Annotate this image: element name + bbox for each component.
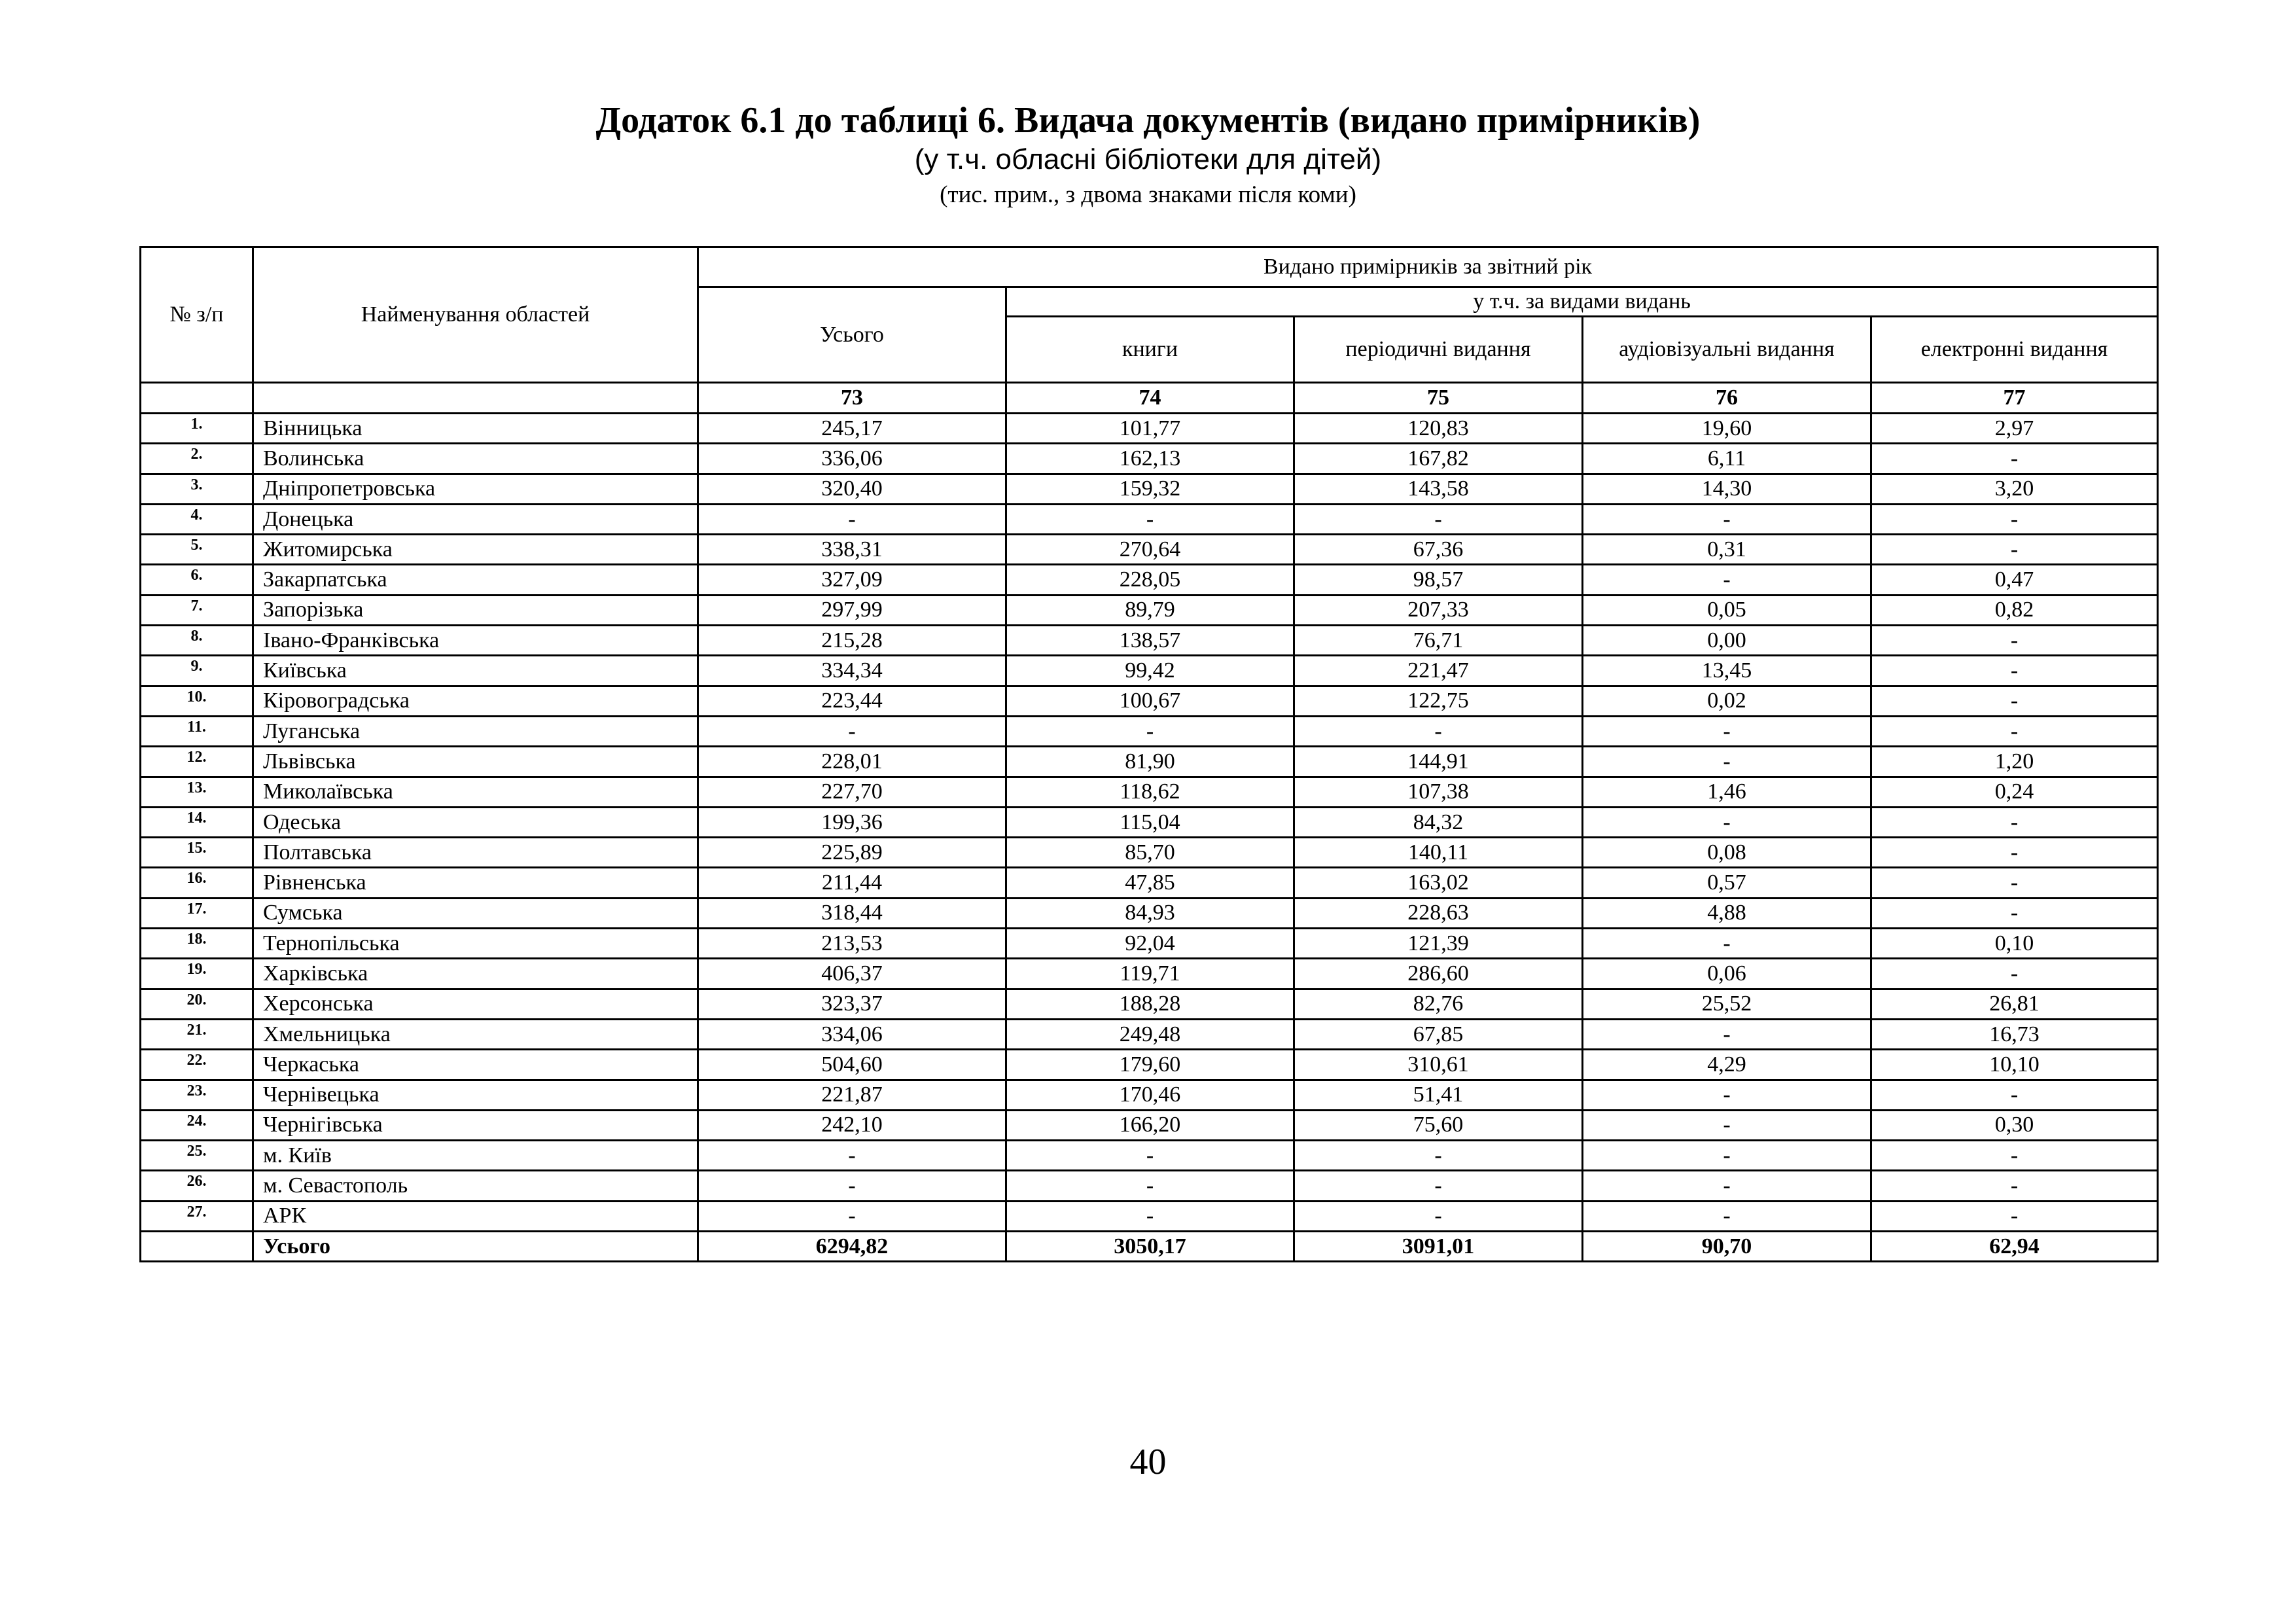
table-row [141,444,2158,474]
audiovisual-cell: 13,45 [1583,656,1871,686]
region-name: АРК [253,1201,698,1231]
region-name: Закарпатська [253,565,698,595]
books-cell: 81,90 [1006,747,1294,777]
audiovisual-cell: 4,88 [1583,898,1871,928]
row-index: 15. [141,838,253,868]
total-cell: 327,09 [698,565,1006,595]
total-cell: 336,06 [698,444,1006,474]
electronic-cell: 0,82 [1871,595,2158,625]
books-cell: 101,77 [1006,414,1294,444]
books-cell: - [1006,1141,1294,1171]
periodicals-column-header: періодичні видання [1294,317,1583,383]
column-number: 73 [698,383,1006,414]
table-row [141,595,2158,625]
electronic-cell: - [1871,868,2158,898]
table-row [141,1171,2158,1201]
periodicals-cell: 207,33 [1294,595,1583,625]
table-row [141,807,2158,837]
total-cell: 323,37 [698,989,1006,1019]
region-name: Вінницька [253,414,698,444]
audiovisual-cell: - [1583,716,1871,746]
periodicals-cell: 228,63 [1294,898,1583,928]
total-cell: 223,44 [698,686,1006,716]
region-name: Дніпропетровська [253,474,698,504]
region-name: Харківська [253,959,698,989]
table-row [141,1141,2158,1171]
electronic-cell: - [1871,535,2158,565]
books-cell: 99,42 [1006,656,1294,686]
by-type-group-header: у т.ч. за видами видань [1006,287,2158,317]
row-index: 6. [141,565,253,595]
electronic-cell: - [1871,656,2158,686]
table-row [141,565,2158,595]
total-cell: 215,28 [698,626,1006,656]
region-name: Київська [253,656,698,686]
electronic-cell: - [1871,504,2158,534]
books-cell: 162,13 [1006,444,1294,474]
row-index: 11. [141,716,253,746]
books-cell: 270,64 [1006,535,1294,565]
books-cell: - [1006,1201,1294,1231]
table-row [141,989,2158,1019]
audiovisual-cell: - [1583,504,1871,534]
books-cell: - [1006,1171,1294,1201]
region-name: Рівненська [253,868,698,898]
region-name: Чернівецька [253,1080,698,1110]
audiovisual-cell: - [1583,565,1871,595]
audiovisual-cell: 0,05 [1583,595,1871,625]
audiovisual-cell: 90,70 [1583,1232,1871,1262]
total-cell: 338,31 [698,535,1006,565]
region-name: Тернопільська [253,929,698,959]
table-row [141,504,2158,534]
row-index: 21. [141,1019,253,1049]
periodicals-cell: 67,85 [1294,1019,1583,1049]
periodicals-cell: 286,60 [1294,959,1583,989]
books-cell: 115,04 [1006,807,1294,837]
row-index: 10. [141,686,253,716]
issuance-table [139,246,2159,1262]
total-cell: 245,17 [698,414,1006,444]
audiovisual-cell: 0,00 [1583,626,1871,656]
books-cell: 166,20 [1006,1110,1294,1140]
periodicals-cell: 3091,01 [1294,1232,1583,1262]
periodicals-cell: - [1294,716,1583,746]
periodicals-cell: 84,32 [1294,807,1583,837]
audiovisual-cell: 0,31 [1583,535,1871,565]
electronic-cell: 16,73 [1871,1019,2158,1049]
electronic-cell: - [1871,807,2158,837]
table-row [141,929,2158,959]
periodicals-cell: 144,91 [1294,747,1583,777]
books-cell: 89,79 [1006,595,1294,625]
total-cell: 199,36 [698,807,1006,837]
electronic-cell: 1,20 [1871,747,2158,777]
electronic-cell: - [1871,959,2158,989]
periodicals-cell: 310,61 [1294,1050,1583,1080]
table-row [141,1201,2158,1231]
document-subtitle: (у т.ч. обласні бібліотеки для дітей) [914,143,1382,175]
issued-copies-group-header: Видано примірників за звітний рік [698,247,2158,287]
books-cell: 228,05 [1006,565,1294,595]
audiovisual-cell: 14,30 [1583,474,1871,504]
row-index: 20. [141,989,253,1019]
row-index: 4. [141,504,253,534]
region-name: Донецька [253,504,698,534]
electronic-cell: - [1871,1141,2158,1171]
region-name: Черкаська [253,1050,698,1080]
electronic-cell: 10,10 [1871,1050,2158,1080]
audiovisual-cell: 0,06 [1583,959,1871,989]
table-row [141,414,2158,444]
row-index: 8. [141,626,253,656]
row-index: 22. [141,1050,253,1080]
electronic-cell: 0,24 [1871,777,2158,807]
table-row [141,626,2158,656]
column-number: 75 [1294,383,1583,414]
document-title: Додаток 6.1 до таблиці 6. Видача документів (видано примірників) [595,100,1701,141]
region-name: Львівська [253,747,698,777]
region-name: Івано-Франківська [253,626,698,656]
books-cell: 170,46 [1006,1080,1294,1110]
electronic-cell: - [1871,838,2158,868]
periodicals-cell: - [1294,504,1583,534]
electronic-cell: 0,10 [1871,929,2158,959]
periodicals-cell: 167,82 [1294,444,1583,474]
region-name: Сумська [253,898,698,928]
table-row [141,747,2158,777]
audiovisual-cell: - [1583,807,1871,837]
region-name: Запорізька [253,595,698,625]
column-number: 76 [1583,383,1871,414]
table-row [141,959,2158,989]
books-column-header: книги [1006,317,1294,383]
electronic-cell: 2,97 [1871,414,2158,444]
row-index: 5. [141,535,253,565]
total-cell: 225,89 [698,838,1006,868]
periodicals-cell: - [1294,1141,1583,1171]
table-row [141,1050,2158,1080]
periodicals-cell: 82,76 [1294,989,1583,1019]
audiovisual-cell: - [1583,1141,1871,1171]
total-cell: 334,34 [698,656,1006,686]
region-name: Усього [253,1232,698,1262]
audiovisual-cell: 19,60 [1583,414,1871,444]
electronic-cell: - [1871,444,2158,474]
table-row [141,686,2158,716]
page-number: 40 [1129,1442,1167,1482]
row-index: 9. [141,656,253,686]
audiovisual-cell: 4,29 [1583,1050,1871,1080]
books-cell: 100,67 [1006,686,1294,716]
row-index: 12. [141,747,253,777]
books-cell: - [1006,504,1294,534]
total-column-header: Усього [698,287,1006,383]
electronic-cell: - [1871,1201,2158,1231]
books-cell: 159,32 [1006,474,1294,504]
audiovisual-cell: - [1583,747,1871,777]
units-note: (тис. прим., з двома знаками після коми) [940,181,1356,208]
region-name: Волинська [253,444,698,474]
electronic-column-header: електронні видання [1871,317,2158,383]
audiovisual-cell: 1,46 [1583,777,1871,807]
region-name: Житомирська [253,535,698,565]
row-index: 14. [141,807,253,837]
total-cell: - [698,1171,1006,1201]
books-cell: 3050,17 [1006,1232,1294,1262]
electronic-cell: 62,94 [1871,1232,2158,1262]
total-cell: 320,40 [698,474,1006,504]
region-name: Миколаївська [253,777,698,807]
periodicals-cell: 120,83 [1294,414,1583,444]
table-row [141,868,2158,898]
audiovisual-cell: - [1583,1080,1871,1110]
table-row [141,474,2158,504]
column-number-blank [253,383,698,414]
region-name: м. Севастополь [253,1171,698,1201]
electronic-cell: 26,81 [1871,989,2158,1019]
books-cell: 84,93 [1006,898,1294,928]
books-cell: 47,85 [1006,868,1294,898]
audiovisual-cell: - [1583,929,1871,959]
region-name-column-header: Найменування областей [253,247,698,383]
electronic-cell: 0,30 [1871,1110,2158,1140]
row-index [141,1232,253,1262]
total-cell: 297,99 [698,595,1006,625]
total-cell: - [698,1201,1006,1231]
periodicals-cell: 98,57 [1294,565,1583,595]
row-index: 2. [141,444,253,474]
column-number: 74 [1006,383,1294,414]
region-name: Хмельницька [253,1019,698,1049]
books-cell: 138,57 [1006,626,1294,656]
total-cell: 221,87 [698,1080,1006,1110]
row-index: 13. [141,777,253,807]
column-number: 77 [1871,383,2158,414]
audiovisual-cell: - [1583,1019,1871,1049]
row-index: 23. [141,1080,253,1110]
periodicals-cell: 221,47 [1294,656,1583,686]
electronic-cell: - [1871,716,2158,746]
electronic-cell: 0,47 [1871,565,2158,595]
index-column-header: № з/п [141,247,253,383]
table-row [141,656,2158,686]
total-cell: 227,70 [698,777,1006,807]
row-index: 7. [141,595,253,625]
row-index: 19. [141,959,253,989]
region-name: м. Київ [253,1141,698,1171]
books-cell: 249,48 [1006,1019,1294,1049]
books-cell: - [1006,716,1294,746]
audiovisual-cell: 25,52 [1583,989,1871,1019]
periodicals-cell: 67,36 [1294,535,1583,565]
audiovisual-cell: 0,57 [1583,868,1871,898]
region-name: Полтавська [253,838,698,868]
periodicals-cell: 51,41 [1294,1080,1583,1110]
total-cell: 318,44 [698,898,1006,928]
region-name: Херсонська [253,989,698,1019]
periodicals-cell: 140,11 [1294,838,1583,868]
region-name: Чернігівська [253,1110,698,1140]
periodicals-cell: 143,58 [1294,474,1583,504]
electronic-cell: 3,20 [1871,474,2158,504]
total-cell: - [698,504,1006,534]
totals-row [141,1232,2158,1262]
total-cell: 504,60 [698,1050,1006,1080]
row-index: 25. [141,1141,253,1171]
table-row [141,716,2158,746]
electronic-cell: - [1871,686,2158,716]
row-index: 17. [141,898,253,928]
electronic-cell: - [1871,626,2158,656]
periodicals-cell: 75,60 [1294,1110,1583,1140]
table-row [141,898,2158,928]
audiovisual-column-header: аудіовізуальні видання [1583,317,1871,383]
periodicals-cell: 76,71 [1294,626,1583,656]
periodicals-cell: 122,75 [1294,686,1583,716]
table-row [141,535,2158,565]
electronic-cell: - [1871,1080,2158,1110]
table-row [141,1019,2158,1049]
total-cell: 242,10 [698,1110,1006,1140]
books-cell: 119,71 [1006,959,1294,989]
total-cell: 6294,82 [698,1232,1006,1262]
table-row [141,838,2158,868]
total-cell: 406,37 [698,959,1006,989]
region-name: Одеська [253,807,698,837]
row-index: 18. [141,929,253,959]
row-index: 16. [141,868,253,898]
table-row [141,1110,2158,1140]
books-cell: 85,70 [1006,838,1294,868]
row-index: 3. [141,474,253,504]
total-cell: - [698,1141,1006,1171]
table-body [141,414,2158,1262]
electronic-cell: - [1871,1171,2158,1201]
column-number-blank [141,383,253,414]
periodicals-cell: 121,39 [1294,929,1583,959]
audiovisual-cell: - [1583,1110,1871,1140]
row-index: 1. [141,414,253,444]
table-header [141,247,2158,414]
audiovisual-cell: - [1583,1201,1871,1231]
table-row [141,1080,2158,1110]
row-index: 27. [141,1201,253,1231]
audiovisual-cell: 0,08 [1583,838,1871,868]
total-cell: 213,53 [698,929,1006,959]
total-cell: 334,06 [698,1019,1006,1049]
books-cell: 179,60 [1006,1050,1294,1080]
books-cell: 118,62 [1006,777,1294,807]
total-cell: 211,44 [698,868,1006,898]
books-cell: 92,04 [1006,929,1294,959]
periodicals-cell: - [1294,1171,1583,1201]
audiovisual-cell: 0,02 [1583,686,1871,716]
periodicals-cell: 163,02 [1294,868,1583,898]
audiovisual-cell: 6,11 [1583,444,1871,474]
books-cell: 188,28 [1006,989,1294,1019]
region-name: Луганська [253,716,698,746]
row-index: 24. [141,1110,253,1140]
row-index: 26. [141,1171,253,1201]
table-row [141,777,2158,807]
electronic-cell: - [1871,898,2158,928]
audiovisual-cell: - [1583,1171,1871,1201]
periodicals-cell: 107,38 [1294,777,1583,807]
total-cell: 228,01 [698,747,1006,777]
total-cell: - [698,716,1006,746]
periodicals-cell: - [1294,1201,1583,1231]
region-name: Кіровоградська [253,686,698,716]
